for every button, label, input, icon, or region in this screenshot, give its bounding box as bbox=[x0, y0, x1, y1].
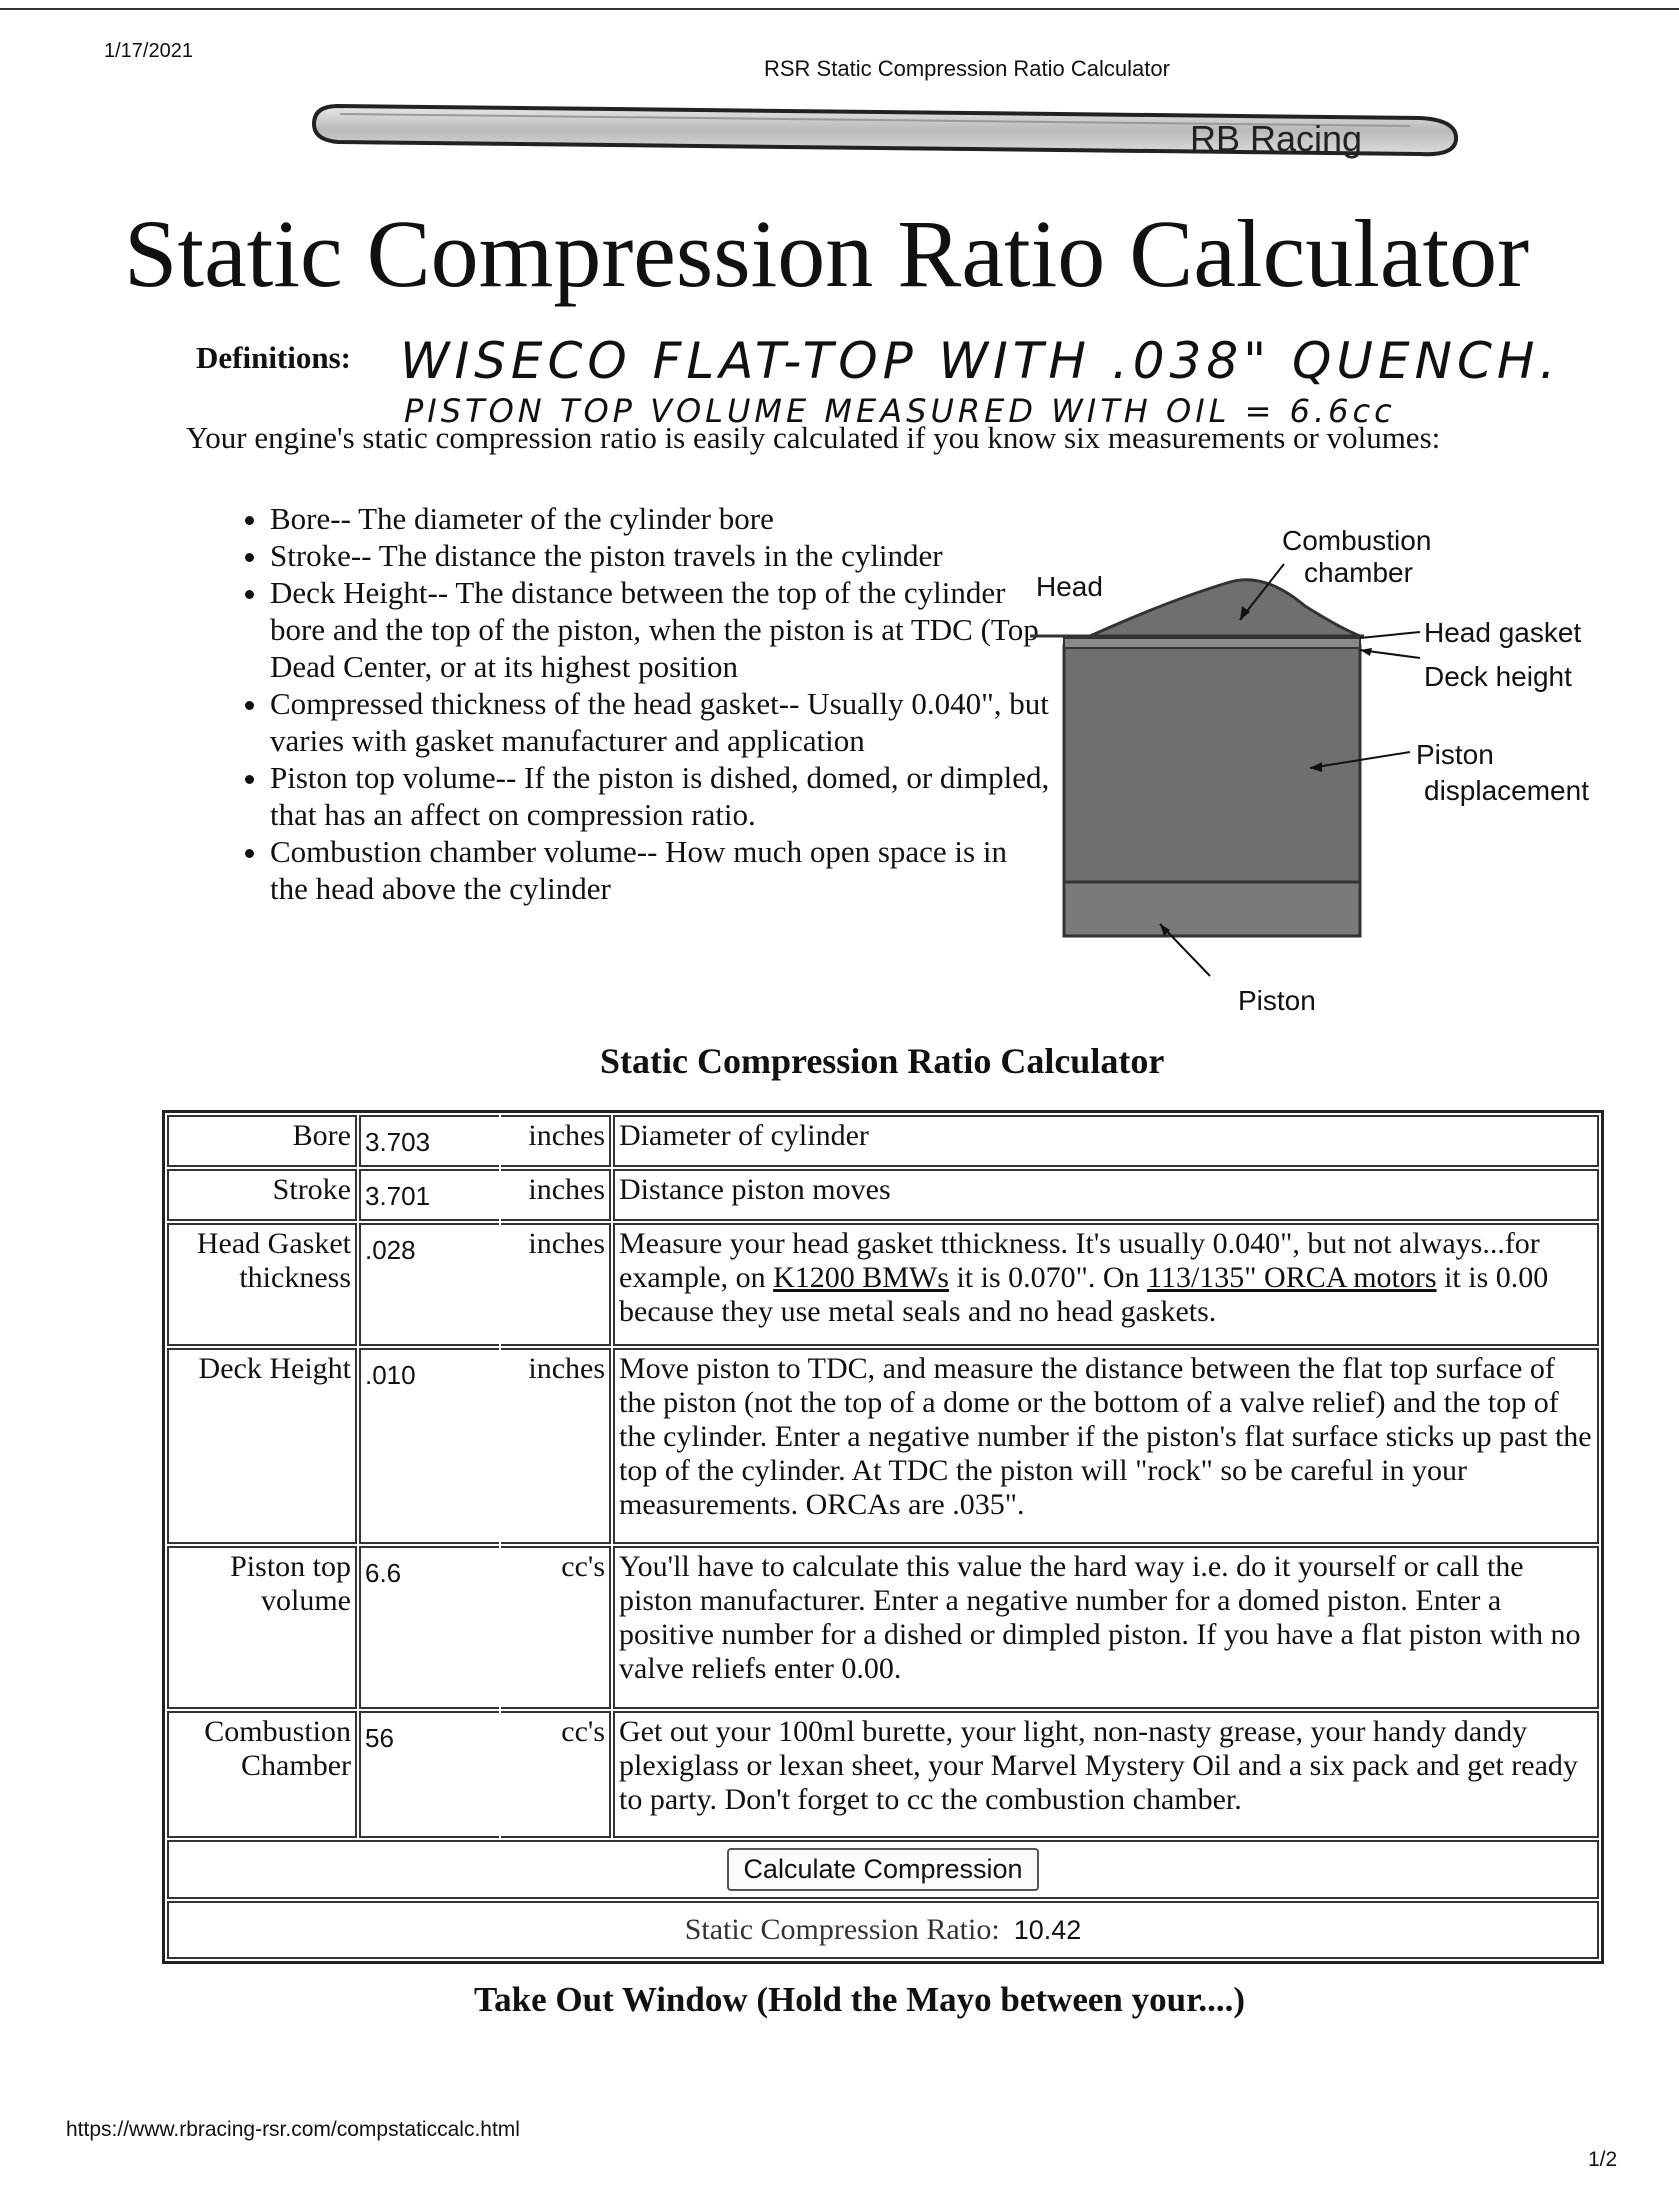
table-row bbox=[167, 1546, 1599, 1709]
combustion-chamber-shape bbox=[1090, 580, 1360, 636]
print-date: 1/17/2021 bbox=[104, 40, 193, 62]
page-url: https://www.rbracing-rsr.com/compstaticcalc.html bbox=[66, 2118, 520, 2141]
list-item: • Stroke-- The distance the piston travels in the cylinder bbox=[270, 537, 1050, 574]
button-cell bbox=[167, 1840, 1599, 1898]
diagram-label-chamber: chamber bbox=[1304, 557, 1413, 588]
field-description: Diameter of cylinder bbox=[613, 1115, 1599, 1167]
table-row bbox=[167, 1223, 1599, 1346]
table-row bbox=[167, 1711, 1599, 1838]
field-description: Distance piston moves bbox=[613, 1169, 1599, 1221]
handwritten-note-line1: WISECO FLAT-TOP WITH .038" QUENCH. bbox=[400, 332, 1561, 390]
field-unit: inches bbox=[501, 1223, 611, 1346]
diagram-label-piston: Piston bbox=[1238, 985, 1316, 1016]
top-rule bbox=[0, 8, 1679, 10]
table-row bbox=[167, 1840, 1599, 1898]
banner-label: RB Racing bbox=[1190, 118, 1363, 159]
list-item: • Piston top volume-- If the piston is dished, domed, or dimpled, that has an affect on compression ratio. bbox=[270, 759, 1050, 833]
diagram-label-deck-height: Deck height bbox=[1424, 661, 1572, 692]
desc-text: it is 0.070". On bbox=[948, 1261, 1148, 1295]
intro-text: Your engine's static compression ratio is easily calculated if you know six measurements or volumes: bbox=[186, 420, 1441, 455]
print-header-title: RSR Static Compression Ratio Calculator bbox=[764, 56, 1170, 81]
measurement-list bbox=[230, 500, 1050, 907]
field-unit: inches bbox=[501, 1169, 611, 1221]
field-label-head-gasket: Head Gasket thickness bbox=[167, 1223, 357, 1346]
result-cell bbox=[167, 1901, 1599, 1959]
k1200-bmws-link[interactable]: K1200 BMWs bbox=[773, 1261, 949, 1295]
field-unit: inches bbox=[501, 1115, 611, 1167]
list-item: • Combustion chamber volume-- How much open space is in the head above the cylinder bbox=[270, 833, 1050, 907]
handwritten-note-line2: PISTON TOP VOLUME MEASURED WITH OIL = 6.6cc bbox=[404, 392, 1396, 430]
diagram-label-head: Head bbox=[1036, 571, 1103, 602]
field-description bbox=[613, 1223, 1599, 1346]
desc-text: Measure your head gasket tthickness. It's usually 0.040", but not always...for example, on bbox=[619, 1227, 1540, 1295]
list-item: • Compressed thickness of the head gasket-- Usually 0.040", but varies with gasket manufacturer and application bbox=[270, 685, 1050, 759]
field-unit: inches bbox=[501, 1348, 611, 1544]
list-item: • Bore-- The diameter of the cylinder bore bbox=[270, 500, 1050, 537]
field-label-bore: Bore bbox=[167, 1115, 357, 1167]
deck-height-input[interactable]: .010 bbox=[359, 1348, 499, 1544]
calculator-heading: Static Compression Ratio Calculator bbox=[600, 1041, 1165, 1081]
diagram-label-displacement: displacement bbox=[1424, 775, 1589, 806]
diagram-label-piston-disp: Piston bbox=[1416, 739, 1494, 770]
page-title: Static Compression Ratio Calculator bbox=[124, 200, 1530, 307]
bore-input[interactable]: 3.703 bbox=[359, 1115, 499, 1167]
table-row bbox=[167, 1348, 1599, 1544]
piston-top-volume-input[interactable]: 6.6 bbox=[359, 1546, 499, 1709]
orca-motors-link[interactable]: 113/135" ORCA motors bbox=[1147, 1261, 1437, 1295]
combustion-chamber-input[interactable]: 56 bbox=[359, 1711, 499, 1838]
piston-body bbox=[1064, 882, 1360, 936]
calculator-table bbox=[162, 1110, 1604, 1964]
list-item: • Deck Height-- The distance between the top of the cylinder bore and the top of the piston, when the piston is at TDC (Top Dead Center, or at its highest position bbox=[270, 574, 1050, 685]
diagram-label-head-gasket: Head gasket bbox=[1424, 617, 1582, 648]
field-unit: cc's bbox=[501, 1711, 611, 1838]
definitions-label: Definitions: bbox=[196, 340, 351, 375]
takeout-window-heading: Take Out Window (Hold the Mayo between your....) bbox=[474, 1980, 1246, 2019]
field-label-deck-height: Deck Height bbox=[167, 1348, 357, 1544]
field-label-combustion-chamber: Combustion Chamber bbox=[167, 1711, 357, 1838]
desc-text: it is 0.00 because they use metal seals and no head gaskets. bbox=[619, 1261, 1549, 1329]
page-number: 1/2 bbox=[1588, 2148, 1618, 2171]
calculate-compression-button[interactable]: Calculate Compression bbox=[727, 1848, 1038, 1891]
head-gasket-layer bbox=[1064, 638, 1360, 648]
table-row bbox=[167, 1115, 1599, 1167]
stroke-input[interactable]: 3.701 bbox=[359, 1169, 499, 1221]
head-gasket-input[interactable]: .028 bbox=[359, 1223, 499, 1346]
diagram-label-combustion: Combustion bbox=[1282, 525, 1432, 556]
field-description: You'll have to calculate this value the hard way i.e. do it yourself or call the piston manufacturer. Enter a negative number for a domed piston. Enter a positive number for a dished or dimpled piston. If you have a flat piston with no valve reliefs enter 0.00. bbox=[613, 1546, 1599, 1709]
table-row bbox=[167, 1901, 1599, 1959]
field-description: Get out your 100ml burette, your light, non-nasty grease, your handy dandy plexiglass or lexan sheet, your Marvel Mystery Oil and a six pack and get ready to party. Don't forget to cc the combustion chamber. bbox=[613, 1711, 1599, 1838]
result-label: Static Compression Ratio: bbox=[684, 1912, 1000, 1946]
field-unit: cc's bbox=[501, 1546, 611, 1709]
field-label-piston-top: Piston top volume bbox=[167, 1546, 357, 1709]
engine-diagram bbox=[1020, 520, 1620, 1020]
field-description: Move piston to TDC, and measure the distance between the flat top surface of the piston (not the top of a dome or the bottom of a valve relief) and the top of the cylinder. Enter a negative number if the piston's flat surface sticks up past the top of the cylinder. At TDC the piston will "rock" so be careful in your measurements. ORCAs are .035". bbox=[613, 1348, 1599, 1544]
result-value: 10.42 bbox=[1013, 1914, 1082, 1945]
table-row bbox=[167, 1169, 1599, 1221]
field-label-stroke: Stroke bbox=[167, 1169, 357, 1221]
